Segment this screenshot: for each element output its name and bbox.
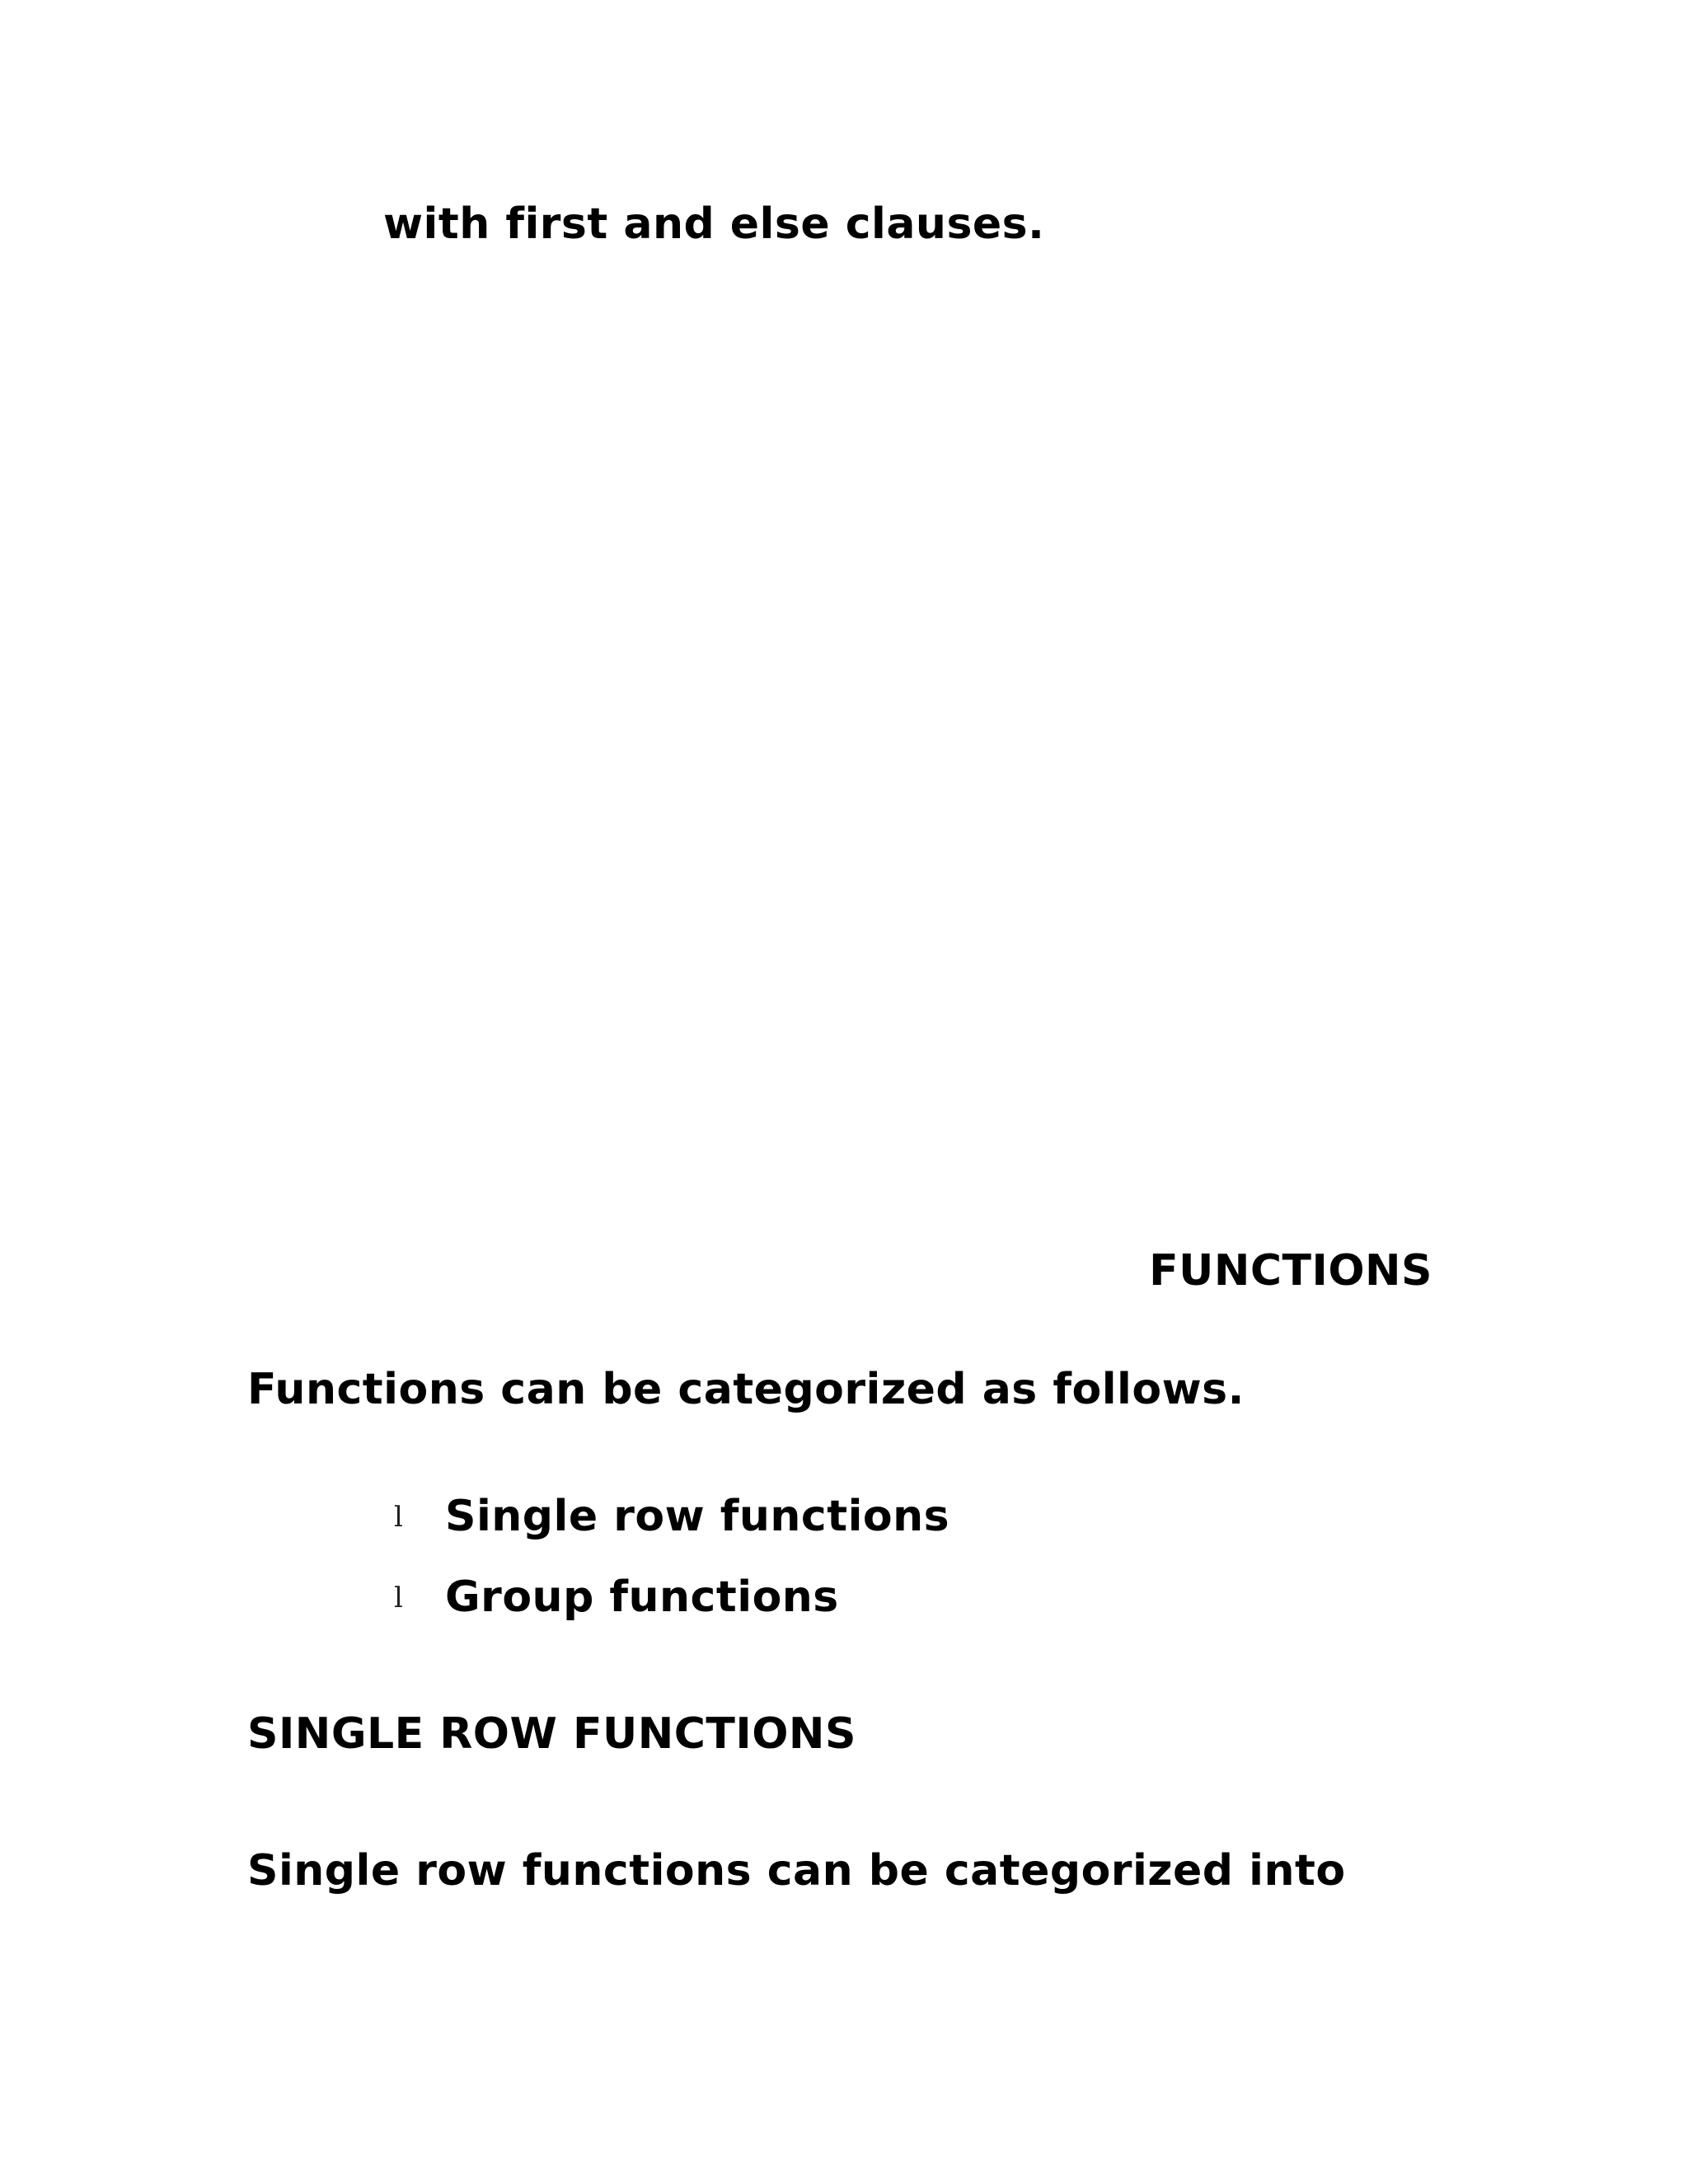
bullet-icon: l [394,1582,404,1615]
section-heading: SINGLE ROW FUNCTIONS [247,1709,856,1759]
continuation-text: with first and else clauses. [383,199,1045,249]
bullet-icon: l [394,1501,404,1534]
section-paragraph: Single row functions can be categorized into [247,1846,1346,1896]
intro-paragraph: Functions can be categorized as follows. [247,1365,1245,1414]
list-item-text: Group functions [445,1572,839,1622]
list-item-text: Single row functions [445,1492,950,1541]
functions-heading: FUNCTIONS [1149,1246,1432,1296]
